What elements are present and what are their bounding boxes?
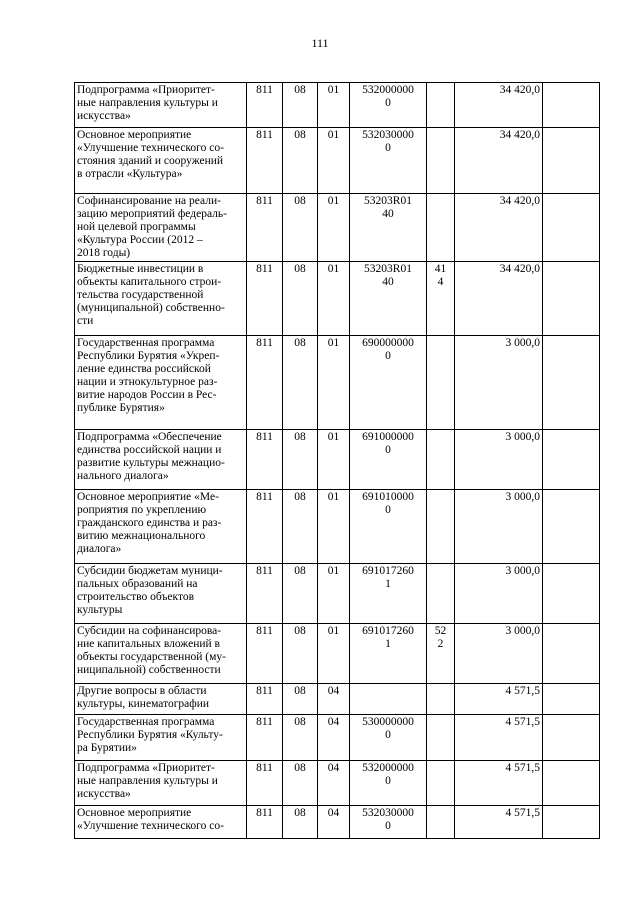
table-row	[75, 624, 600, 684]
amount: 4 571,5	[455, 715, 543, 761]
target-article: 532030000 0	[350, 806, 427, 839]
subsection-code: 01	[318, 564, 350, 624]
ministry-code: 811	[247, 194, 283, 262]
row-name: Государственная программа Республики Бурятия «Укреп- ление единства российской нации и этнокультурное раз- витие народов России в Рес- публике Бурятия»	[75, 336, 247, 430]
ministry-code: 811	[247, 715, 283, 761]
target-article: 691017260 1	[350, 564, 427, 624]
expense-type: 52 2	[427, 624, 455, 684]
amount: 3 000,0	[455, 430, 543, 490]
section-code: 08	[283, 430, 318, 490]
subsection-code: 01	[318, 336, 350, 430]
ministry-code: 811	[247, 761, 283, 806]
extra-cell	[543, 564, 600, 624]
expense-type	[427, 564, 455, 624]
table-row	[75, 715, 600, 761]
section-code: 08	[283, 262, 318, 336]
table-row	[75, 262, 600, 336]
row-name: Субсидии бюджетам муници- пальных образований на строительство объектов культуры	[75, 564, 247, 624]
table-row	[75, 490, 600, 564]
table-row	[75, 684, 600, 715]
page-number: 111	[311, 36, 329, 50]
ministry-code: 811	[247, 684, 283, 715]
section-code: 08	[283, 624, 318, 684]
target-article: 690000000 0	[350, 336, 427, 430]
target-article: 53203R01 40	[350, 262, 427, 336]
section-code: 08	[283, 564, 318, 624]
row-name: Софинансирование на реали- зацию мероприятий федераль- ной целевой программы «Культура России (2012 – 2018 годы)	[75, 194, 247, 262]
extra-cell	[543, 128, 600, 194]
subsection-code: 01	[318, 490, 350, 564]
extra-cell	[543, 684, 600, 715]
section-code: 08	[283, 806, 318, 839]
amount: 3 000,0	[455, 564, 543, 624]
amount: 3 000,0	[455, 336, 543, 430]
row-name: Бюджетные инвестиции в объекты капитального строи- тельства государственной (муниципальной) собственно- сти	[75, 262, 247, 336]
subsection-code: 04	[318, 806, 350, 839]
section-code: 08	[283, 761, 318, 806]
amount: 3 000,0	[455, 490, 543, 564]
table-row	[75, 564, 600, 624]
amount: 4 571,5	[455, 761, 543, 806]
subsection-code: 01	[318, 83, 350, 128]
ministry-code: 811	[247, 624, 283, 684]
expense-type	[427, 684, 455, 715]
row-name: Основное мероприятие «Ме- роприятия по укреплению гражданского единства и раз- витию межнационального диалога»	[75, 490, 247, 564]
amount: 34 420,0	[455, 262, 543, 336]
row-name: Подпрограмма «Приоритет- ные направления культуры и искусства»	[75, 83, 247, 128]
row-name: Другие вопросы в области культуры, кинематографии	[75, 684, 247, 715]
row-name: Государственная программа Республики Бурятия «Культу- ра Бурятии»	[75, 715, 247, 761]
table-row	[75, 430, 600, 490]
row-name: Подпрограмма «Приоритет- ные направления культуры и искусства»	[75, 761, 247, 806]
section-code: 08	[283, 715, 318, 761]
extra-cell	[543, 715, 600, 761]
extra-cell	[543, 336, 600, 430]
extra-cell	[543, 624, 600, 684]
extra-cell	[543, 490, 600, 564]
amount: 4 571,5	[455, 684, 543, 715]
expense-type	[427, 715, 455, 761]
subsection-code: 01	[318, 194, 350, 262]
table-row	[75, 336, 600, 430]
extra-cell	[543, 761, 600, 806]
expense-type: 41 4	[427, 262, 455, 336]
ministry-code: 811	[247, 806, 283, 839]
target-article	[350, 684, 427, 715]
section-code: 08	[283, 83, 318, 128]
extra-cell	[543, 262, 600, 336]
subsection-code: 01	[318, 262, 350, 336]
expense-type	[427, 194, 455, 262]
row-name: Подпрограмма «Обеспечение единства российской нации и развитие культуры межнацио- нального диалога»	[75, 430, 247, 490]
ministry-code: 811	[247, 336, 283, 430]
target-article: 53203R01 40	[350, 194, 427, 262]
extra-cell	[543, 83, 600, 128]
subsection-code: 04	[318, 684, 350, 715]
target-article: 532000000 0	[350, 761, 427, 806]
table-row	[75, 83, 600, 128]
amount: 3 000,0	[455, 624, 543, 684]
amount: 34 420,0	[455, 128, 543, 194]
table-row	[75, 761, 600, 806]
expense-type	[427, 83, 455, 128]
budget-table	[74, 82, 600, 839]
expense-type	[427, 761, 455, 806]
target-article: 691010000 0	[350, 490, 427, 564]
subsection-code: 01	[318, 624, 350, 684]
section-code: 08	[283, 194, 318, 262]
ministry-code: 811	[247, 262, 283, 336]
section-code: 08	[283, 128, 318, 194]
expense-type	[427, 336, 455, 430]
expense-type	[427, 806, 455, 839]
target-article: 532030000 0	[350, 128, 427, 194]
subsection-code: 04	[318, 715, 350, 761]
budget-table-body	[75, 83, 600, 839]
subsection-code: 01	[318, 430, 350, 490]
section-code: 08	[283, 490, 318, 564]
table-row	[75, 128, 600, 194]
expense-type	[427, 128, 455, 194]
row-name: Субсидии на софинансирова- ние капитальных вложений в объекты государственной (му- ниципальной) собственности	[75, 624, 247, 684]
ministry-code: 811	[247, 564, 283, 624]
target-article: 691000000 0	[350, 430, 427, 490]
target-article: 691017260 1	[350, 624, 427, 684]
amount: 4 571,5	[455, 806, 543, 839]
section-code: 08	[283, 336, 318, 430]
table-row	[75, 806, 600, 839]
extra-cell	[543, 430, 600, 490]
expense-type	[427, 490, 455, 564]
ministry-code: 811	[247, 430, 283, 490]
table-row	[75, 194, 600, 262]
subsection-code: 04	[318, 761, 350, 806]
ministry-code: 811	[247, 83, 283, 128]
target-article: 532000000 0	[350, 83, 427, 128]
section-code: 08	[283, 684, 318, 715]
amount: 34 420,0	[455, 194, 543, 262]
expense-type	[427, 430, 455, 490]
target-article: 530000000 0	[350, 715, 427, 761]
row-name: Основное мероприятие «Улучшение технического со- стояния зданий и сооружений в отрасли «Культура»	[75, 128, 247, 194]
extra-cell	[543, 194, 600, 262]
ministry-code: 811	[247, 490, 283, 564]
extra-cell	[543, 806, 600, 839]
ministry-code: 811	[247, 128, 283, 194]
amount: 34 420,0	[455, 83, 543, 128]
subsection-code: 01	[318, 128, 350, 194]
row-name: Основное мероприятие «Улучшение технического со-	[75, 806, 247, 839]
